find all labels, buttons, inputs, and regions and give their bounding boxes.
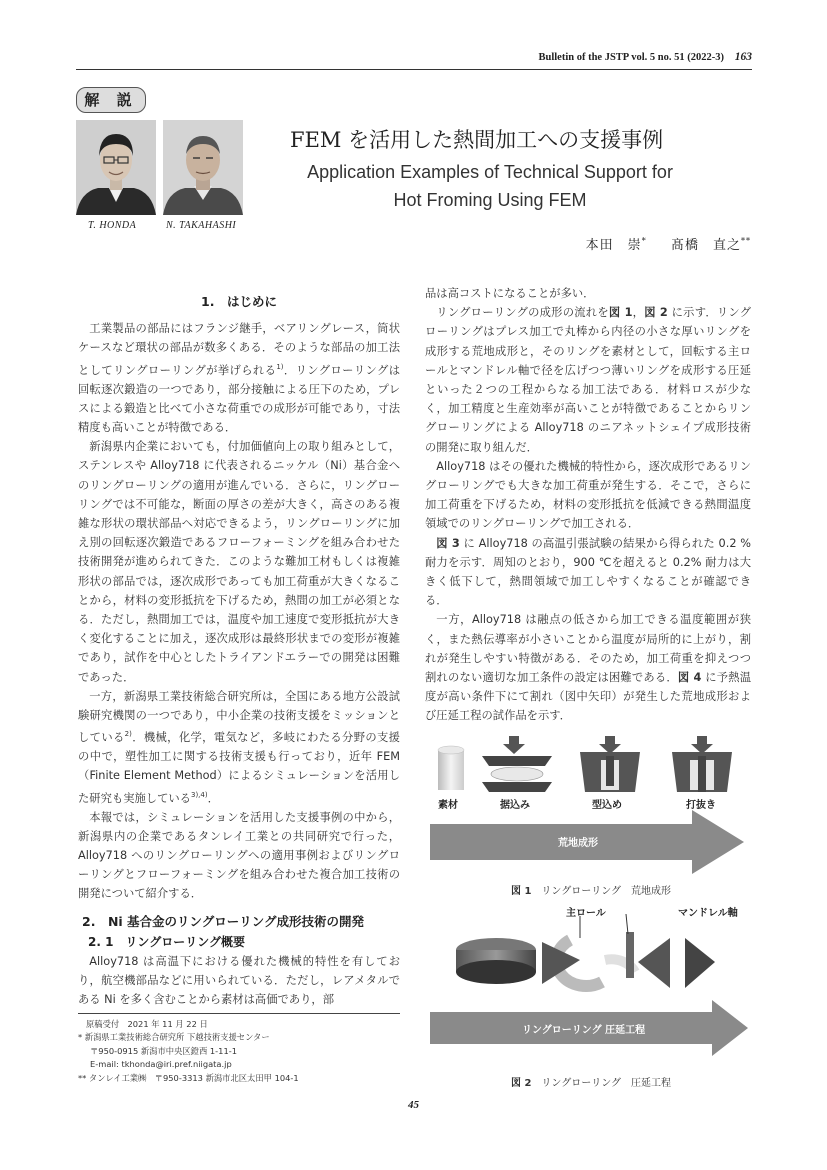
figure-2-drawing <box>430 912 752 1062</box>
figure-ref: 図 4 <box>677 671 702 685</box>
affiliation-1-email: E-mail: tkhonda@iri.pref.niigata.jp <box>90 1059 232 1070</box>
author-1: 本田 崇 <box>585 238 642 253</box>
punching-step <box>672 736 732 792</box>
title-english-line1: Application Examples of Technical Support for <box>307 162 673 182</box>
mandrel-shape <box>626 932 634 978</box>
figure-2-label-main-roll: 主ロール <box>566 908 606 919</box>
affiliation-2: ** タンレイ工業㈱ 〒950-3313 新潟市北区太田甲 104-1 <box>78 1072 299 1083</box>
figure-2-label-mandrel: マンドレル軸 <box>678 908 738 919</box>
footnote <box>78 1013 400 1085</box>
die-forming-step <box>580 736 640 792</box>
left-column <box>78 292 400 1010</box>
figure-ref: 図 1 <box>608 306 633 320</box>
paragraph: 一方，Alloy718 は融点の低さから加工できる温度範囲が狭く，また熱伝導率が小さいことから温度が局所的に上がり，割れが発生しやすい特徴がある．そのため，加工荷重を抑えつつ割れのない適切な加工条件の設定は困難である．図 4 に予熱温度が高い条件下にて割れ（図中矢印）が発生した荒地成形および圧延工程の試作品を示す． <box>425 613 751 723</box>
page-footer-number: 45 <box>408 1099 419 1111</box>
figure-ref: 図 3 <box>436 536 460 550</box>
figure-1-label-billet: 素材 <box>438 800 458 811</box>
right-column <box>425 284 751 726</box>
journal-page-number: 163 <box>734 51 752 63</box>
paragraph: Alloy718 はその優れた機械的特性から，逐次成形であるリングローリングでも大きな加工荷重が発生する．そこで，さらに加工荷重を下げるため，材料の変形抵抗を低減できる熱間温度領域でのリングローリングで加工される． <box>425 459 751 531</box>
paragraph: 新潟県内企業においても，付加価値向上の取り組みとして，ステンレスや Alloy718 に代表されるニッケル（Ni）基合金へのリングローリングの適用が進んでいる．さらに，リングローリングでは不可能な，断面の厚さの差が大きく，高さのある複雑な形状の環状部品へ対応できるよう，リングローリングに加え別の回転逐次鍛造であるフローフォーミングを組み合わせた技術開発が進められてきた．このような難加工材もしくは複雑形状の部品では，逐次成形であっても加工荷重が大きくなることから，材料の変形抵抗を下げるため，熱間の加工が必須となる．ただし，熱間加工では，温度や加工速度で変形抵抗が大きく変化することに加え，逐次成形は最終形状までの変形が複雑であり，試作を中心としたトライアンドエラーでの開発は困難であった． <box>78 440 400 684</box>
running-header <box>76 48 752 70</box>
section-tag: 解 説 <box>76 87 146 113</box>
figure-2 <box>430 908 752 1062</box>
paragraph: 品は高コストになることが多い． <box>425 287 595 300</box>
author-photo-honda <box>76 120 156 215</box>
figure-1-label-upsetting: 据込み <box>500 800 530 811</box>
author-photo-name-2: N. TAKAHASHI <box>166 220 237 231</box>
billet-shape <box>438 750 464 790</box>
author-names <box>586 234 751 253</box>
upsetting-step <box>482 736 552 792</box>
received-date: 原稿受付 2021 年 11 月 22 日 <box>86 1019 208 1029</box>
figure-2-arrow-label: リングローリング 圧延工程 <box>522 1025 646 1036</box>
paragraph: 図 3 に Alloy718 の高温引張試験の結果から得られた 0.2 % 耐力を示す．周知のとおり，900 ℃を超えると 0.2% 耐力は大きく低下して，熱間領域で加工しやすくなることが確認できる． <box>425 536 751 608</box>
affiliation-1-address: 〒950-0915 新潟市中央区鐙西 1-11-1 <box>90 1045 237 1056</box>
paragraph: 本報では，シミュレーションを活用した支援事例の中から，新潟県内の企業であるタンレイ工業との共同研究で行った，Alloy718 へのリングローリングへの適用事例およびリングローリングとフローフォーミングを組み合わせた複合加工技術の開発について紹介する． <box>78 810 400 901</box>
paragraph: リングローリングの成形の流れを図 1，図 2 に示す．リングローリングはプレス加工で丸棒から内径の小さな厚いリングを成形する荒地成形と，そのリングを素材として，回転する主ロールとマンドレル軸で径を広げつつ薄いリングを成形する圧延といった２つの工程からなる加工法である．材料ロスが少なく，加工精度と生産効率が高いことが特徴であることからリングローリングによる Alloy718 のニアネットシェイプ成形技術の開発に取り組んだ． <box>425 306 751 454</box>
figure-1-arrow-label: 荒地成形 <box>558 838 598 849</box>
paragraph: Alloy718 は高温下における優れた機械的特性を有しており，航空機部品などに用いられている．ただし，レアメタルである Ni を多く含むことから素材は高価であり，部 <box>78 955 400 1007</box>
paragraph: 一方，新潟県工業技術総合研究所は，全国にある地方公設試験研究機関の一つであり，中小企業の技術支援をミッションとしている$^{2)}$．機械，化学，電気など，多岐にわたる分野の支援の中で，塑性加工に関する技術支援も行っており，近年 FEM（Finite Element Method）によるシミュレーションを活用した研究も実施している$^{3),4)}$． <box>78 689 400 805</box>
figure-1-label-punching: 打抜き <box>686 800 716 811</box>
section-heading-2: 2. Ni 基合金のリングローリング成形技術の開発 <box>82 913 365 929</box>
author-photo-takahashi <box>163 120 243 215</box>
author-2-mark: ** <box>741 236 751 246</box>
affiliation-1: * 新潟県工業技術総合研究所 下越技術支援センター <box>78 1032 270 1043</box>
subsection-heading-2-1: 2. 1 リングローリング概要 <box>88 934 245 949</box>
axial-roll-right <box>638 938 670 988</box>
title-english-line2: Hot Froming Using FEM <box>393 190 587 210</box>
title-english <box>250 158 730 214</box>
figure-1-label-die-forming: 型込め <box>592 800 622 811</box>
author-1-mark: * <box>641 236 647 246</box>
paragraph: 工業製品の部品にはフランジ継手，ベアリングレース，筒状ケースなど環状の部品が数多くある．そのような部品の加工法としてリングローリングが挙げられる$^{1)}$．リングローリングは回転逐次鍛造の一つであり，部分接触による圧下のため，プレスによる鍛造と比べて小さな荷重での成形が可能であり，寸法精度も高いことが特徴である． <box>78 322 400 434</box>
figure-ref: 図 2 <box>644 306 668 320</box>
journal-name: Bulletin of the JSTP vol. 5 no. 51 (2022-3) <box>538 52 724 63</box>
section-heading-intro: 1. はじめに <box>201 294 277 309</box>
figure-2-caption: 図 2 リングローリング 圧延工程 <box>510 1078 672 1089</box>
author-2: 髙橋 直之 <box>670 238 741 253</box>
figure-1-caption: 図 1 リングローリング 荒地成形 <box>510 886 672 897</box>
title-japanese: FEM を活用した熱間加工への支援事例 <box>290 128 664 152</box>
author-photo-name-1: T. HONDA <box>88 220 137 231</box>
figure-1 <box>430 730 752 880</box>
